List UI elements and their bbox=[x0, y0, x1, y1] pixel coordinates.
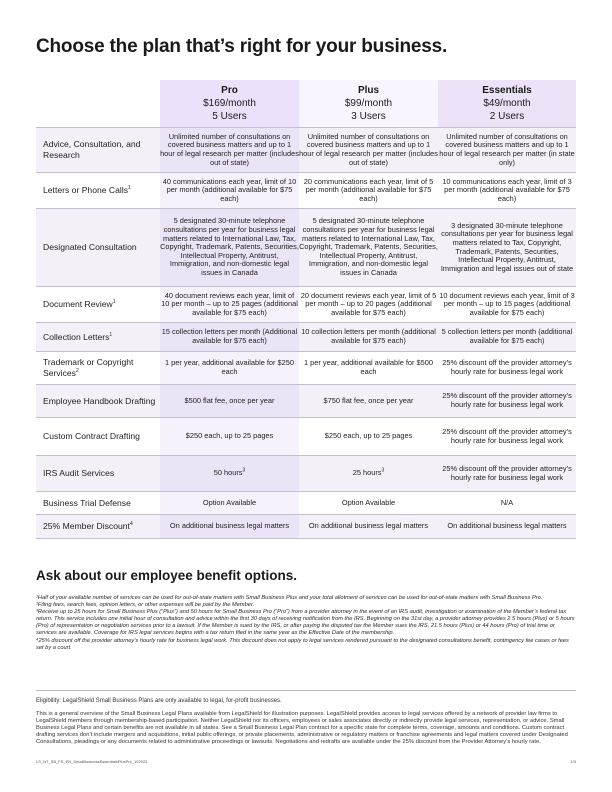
pro-cell: Option Available bbox=[160, 492, 299, 515]
table-row bbox=[36, 209, 576, 287]
plan-header-plus bbox=[299, 80, 438, 128]
plan-users: 2 Users bbox=[489, 111, 525, 122]
table-row bbox=[36, 515, 576, 539]
pro-cell: Unlimited number of consultations on covered business matters and up to 1 hour of legal research per matter (includes out of state) bbox=[160, 128, 299, 173]
plan-name: Pro bbox=[221, 85, 238, 96]
pro-cell: 15 collection letters per month (Additional available for $75 each) bbox=[160, 323, 299, 352]
feature-label: Trademark or Copyright Services$^2$ bbox=[36, 352, 160, 385]
pro-cell: $500 flat fee, once per year bbox=[160, 385, 299, 418]
plus-cell: 20 document reviews each year, limit of 5 per month – up to 20 pages (additional available for $75 each) bbox=[299, 287, 438, 323]
essentials-cell: 3 designated 30-minute telephone consultations per year for business legal matters related to Tax, Copyright, Trademark, Patents, Securities, Intellectual Property, Antitrust, Immigration and legal issues out of state bbox=[438, 209, 576, 287]
feature-label: Document Review$^1$ bbox=[36, 287, 160, 323]
plan-name: Plus bbox=[357, 85, 380, 96]
essentials-cell: N/A bbox=[438, 492, 576, 515]
feature-label: Custom Contract Drafting bbox=[36, 418, 160, 456]
essentials-cell: 10 document reviews each year, limit of 3 per month – up to 15 pages (additional available for $75 each) bbox=[438, 287, 576, 323]
essentials-cell: On additional business legal matters bbox=[438, 515, 576, 539]
plus-cell: $750 flat fee, once per year bbox=[299, 385, 438, 418]
footnote: ²Filing fees, search fees, opinion letters, or other expenses will be paid by the Member. bbox=[36, 602, 255, 609]
table-row bbox=[36, 352, 576, 385]
pro-cell: $250 each, up to 25 pages bbox=[160, 418, 299, 456]
plus-cell: On additional business legal matters bbox=[299, 515, 438, 539]
feature-label: Advice, Consultation, and Research bbox=[36, 128, 160, 173]
feature-label: Business Trial Defense bbox=[36, 492, 160, 515]
plan-header-pro bbox=[160, 80, 299, 128]
plus-cell: 20 communications each year, limit of 5 per month (additional available for $75 each) bbox=[299, 173, 438, 209]
eligibility-note: Eligibility: LegalShield Small Business Plans are only available to legal, for-profit businesses. bbox=[36, 698, 282, 704]
plus-cell: 5 designated 30-minute telephone consultations per year for business legal matters related to International Law, Tax, Copyright, Trademark, Patents, Securities, Intellectual Property, Antitrust, Immigration, and non-domestic legal issues in Canada bbox=[299, 209, 438, 287]
plan-name: Essentials bbox=[482, 85, 532, 96]
table-row bbox=[36, 418, 576, 456]
feature-label: Employee Handbook Drafting bbox=[36, 385, 160, 418]
plus-cell: 1 per year, additional available for $500 each bbox=[299, 352, 438, 385]
disclaimer: This is a general overview of the Small Business Legal Plans available from LegalShield for illustration purposes. LegalShield provides access to legal services offered by a network of provider law firms to LegalShield members through membership-based participation. Neither LegalShield nor its officers, employees or sales associates directly or indirectly provide legal services, representation, or advice. Small Business Legal Plans and certain benefits are not available in all states. See a Small Business Legal Plan contract for a specific state for complete terms, coverage, amounts and conditions. Custom contract drafting services don’t include mergers and acquisitions, initial public offerings, or private placements, administrative or regulatory matters or franchise agreements and legal matters covered under Designated Consultations, pleadings or any documents related to administrative proceedings or lawsuits. Negotiations and redrafts are available under the 25% discount from the Provider Attorney’s hourly rate. bbox=[36, 711, 568, 746]
feature-label: Collection Letters$^1$ bbox=[36, 323, 160, 352]
essentials-cell: 25% discount off the provider attorney’s hourly rate for business legal work bbox=[438, 385, 576, 418]
plus-cell: Option Available bbox=[299, 492, 438, 515]
plan-comparison-table bbox=[36, 80, 576, 539]
table-row bbox=[36, 287, 576, 323]
plan-users: 3 Users bbox=[351, 111, 386, 122]
pro-cell: 40 document reviews each year, limit of 10 per month – up to 25 pages (additional available for $75 each) bbox=[160, 287, 299, 323]
essentials-cell: 25% discount off the provider attorney’s hourly rate for business legal work bbox=[438, 418, 576, 456]
page-number: 1/3 bbox=[570, 759, 576, 764]
table-row bbox=[36, 173, 576, 209]
essentials-cell: 25% discount off the provider attorney’s hourly rate for business legal work bbox=[438, 456, 576, 492]
feature-label: Letters or Phone Calls$^1$ bbox=[36, 173, 160, 209]
plan-price: $49/month bbox=[483, 98, 531, 109]
plan-price: $169/month bbox=[203, 98, 256, 109]
essentials-cell: 10 communications each year, limit of 3 per month (additional available for $75 each) bbox=[438, 173, 576, 209]
feature-label: IRS Audit Services bbox=[36, 456, 160, 492]
plan-price: $99/month bbox=[344, 98, 393, 109]
pro-cell: 50 hours$^3$ bbox=[160, 456, 299, 492]
footnote: ¹Half of your available number of services can be used for out-of-state matters with Small Business Plus and your total allotment of services can be used for out-of-state matters with Small Business Pro. bbox=[36, 595, 543, 601]
plus-cell: 10 collection letters per month (additional available for $75 each) bbox=[299, 323, 438, 352]
plan-header-essentials bbox=[438, 80, 576, 128]
feature-label: Designated Consultation bbox=[36, 209, 160, 287]
table-row bbox=[36, 456, 576, 492]
plan-users: 5 Users bbox=[212, 111, 247, 122]
pro-cell: On additional business legal matters bbox=[160, 515, 299, 539]
pro-cell: 40 communications each year, limit of 10 per month (additional available for $75 each) bbox=[160, 173, 299, 209]
pro-cell: 5 designated 30-minute telephone consultations per year for business legal matters related to International Law, Tax, Copyright, Trademark, Patents, Securities, Intellectual Property, Antitrust, Immigration, and non-domestic legal issues in Canada bbox=[160, 209, 299, 287]
footnotes bbox=[36, 595, 576, 652]
plus-cell: $250 each, up to 25 pages bbox=[299, 418, 438, 456]
footnote: ⁴25% discount off the provider attorney’s hourly rate for business legal work. This discount does not apply to legal services rendered pursuant to the designated consultations benefit, contingency fee cases or fees set by a court. bbox=[36, 637, 569, 651]
plus-cell: Unlimited number of consultations on covered business matters and up to 1 hour of legal research per matter (includes out of state) bbox=[299, 128, 438, 173]
divider bbox=[36, 690, 576, 691]
header-blank-cell bbox=[36, 80, 160, 128]
footnote: ³Receive up to 25 hours for Small Business Plus (“Plus”) and 50 hours for Small Business Pro (“Pro”) from a provider attorney in the event of an IRS audit, investigation or examination of the Member’s federal tax return. This service includes one initial hour of consultation and advice within the first 30 days of receiving notification from the IRS. Beginning on the 31st day, a provider attorney provides 2.5 hours (Plus) or 5 hours (Pro) of representation or negotiation services prior to a lawsuit. If the Member is sued by the IRS, or after paying the disputed tax the Member sues the IRS, 21.5 hours (Plus) or 44 hours (Pro) of trial time or services are available. Coverage for IRS legal services begins with a tax return filed in the same year as the Effective Date of the membership. bbox=[36, 609, 575, 637]
document-code: LS_NT_SB_FS_EN_SmallBusinessEssentialsPlusPro_102023 bbox=[36, 759, 148, 764]
essentials-cell: 5 collection letters per month (additional available for $75 each) bbox=[438, 323, 576, 352]
feature-label: 25% Member Discount$^4$ bbox=[36, 515, 160, 539]
essentials-cell: 25% discount off the provider attorney’s hourly rate for business legal work bbox=[438, 352, 576, 385]
employee-benefit-heading: Ask about our employee benefit options. bbox=[36, 568, 298, 583]
pro-cell: 1 per year, additional available for $250 each bbox=[160, 352, 299, 385]
page-title: Choose the plan that’s right for your business. bbox=[36, 36, 448, 57]
essentials-cell: Unlimited number of consultations on covered business matters and up to 1 hour of legal research per matter (in state only) bbox=[438, 128, 576, 173]
table-row bbox=[36, 492, 576, 515]
plus-cell: 25 hours$^3$ bbox=[299, 456, 438, 492]
table-row bbox=[36, 385, 576, 418]
table-row bbox=[36, 128, 576, 173]
table-row bbox=[36, 323, 576, 352]
